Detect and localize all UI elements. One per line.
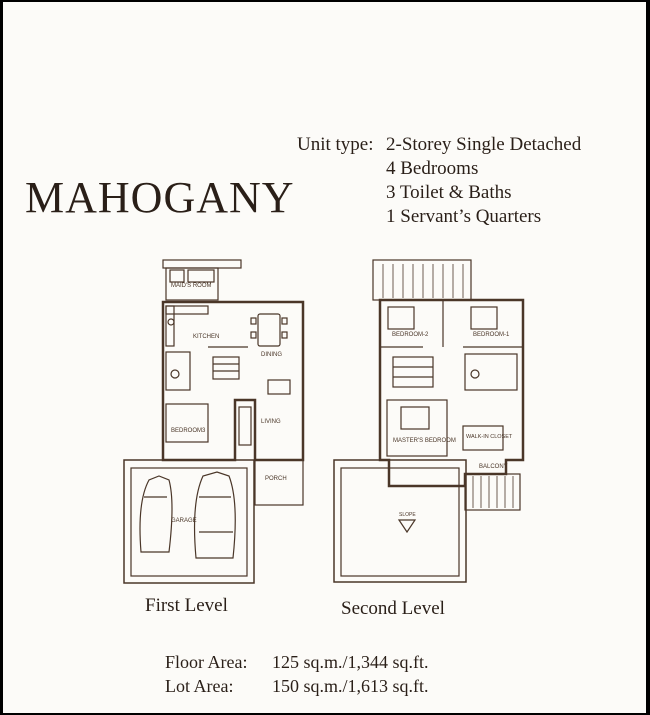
bed-icon-bedroom1 [471,307,497,329]
bed-icon-bedroom2 [388,307,414,329]
label-garage: GARAGE [171,518,197,524]
floor-area-value: 125 sq.m./1,344 sq.ft. [272,652,429,672]
porch [255,460,303,505]
first-level-caption: First Level [145,595,228,616]
label-dining: DINING [261,352,282,358]
label-porch: PORCH [265,476,287,482]
label-bedroom1: BEDROOM-1 [473,332,510,338]
floor-area-label: Floor Area: [165,652,248,672]
upper-roof-deck [373,260,471,300]
lot-area-label: Lot Area: [165,676,234,696]
unit-line-baths: 3 Toilet & Baths [386,182,512,203]
unit-type-label: Unit type: [297,134,374,155]
unit-line-bedrooms: 4 Bedrooms [386,158,479,179]
dining-table-icon [258,314,280,346]
label-walk-in-closet: WALK-IN CLOSET [466,434,513,440]
second-level-caption: Second Level [341,598,445,619]
unit-line-storey: 2-Storey Single Detached [386,134,582,155]
bedroom3-room [166,404,208,442]
kitchen-side-counter [166,306,174,346]
lot-area-value: 150 sq.m./1,613 sq.ft. [272,676,429,696]
first-level-plan [124,260,303,583]
floor-area [165,652,429,673]
label-slope: SLOPE [399,512,416,518]
maid-bath-icon [188,270,214,282]
model-title: MAHOGANY [25,173,295,222]
lot-area [165,676,429,697]
label-master-bedroom: MASTER'S BEDROOM [393,438,456,444]
floor-plan-sheet [3,2,646,713]
kitchen-counter [166,306,208,314]
bed-icon-master [401,407,429,429]
car-icon-left [140,476,172,552]
label-kitchen: KITCHEN [193,334,220,340]
living-cabinet [239,407,251,445]
second-level-walls [380,300,523,486]
sofa-icon [268,380,290,394]
maid-room-roof [163,260,241,268]
label-living: LIVING [261,419,281,425]
unit-line-servants: 1 Servant’s Quarters [386,206,542,227]
sink-icon [168,319,174,325]
stairs-icon [213,357,239,379]
label-maid-room: MAID'S ROOM [171,283,212,289]
label-bedroom3: BEDROOM3 [171,428,206,434]
second-level-plan [334,260,523,582]
slope-arrow-icon [399,520,415,532]
second-bath [465,354,517,390]
label-balcony: BALCONY [479,464,508,470]
toilet-icon [171,370,179,378]
first-level-walls [163,302,303,460]
car-icon-right [195,472,236,558]
second-stairs-icon [393,357,433,387]
floor-plans [3,2,646,713]
label-bedroom2: BEDROOM-2 [392,332,429,338]
master-bedroom [387,400,447,456]
maid-toilet-icon [170,270,184,282]
